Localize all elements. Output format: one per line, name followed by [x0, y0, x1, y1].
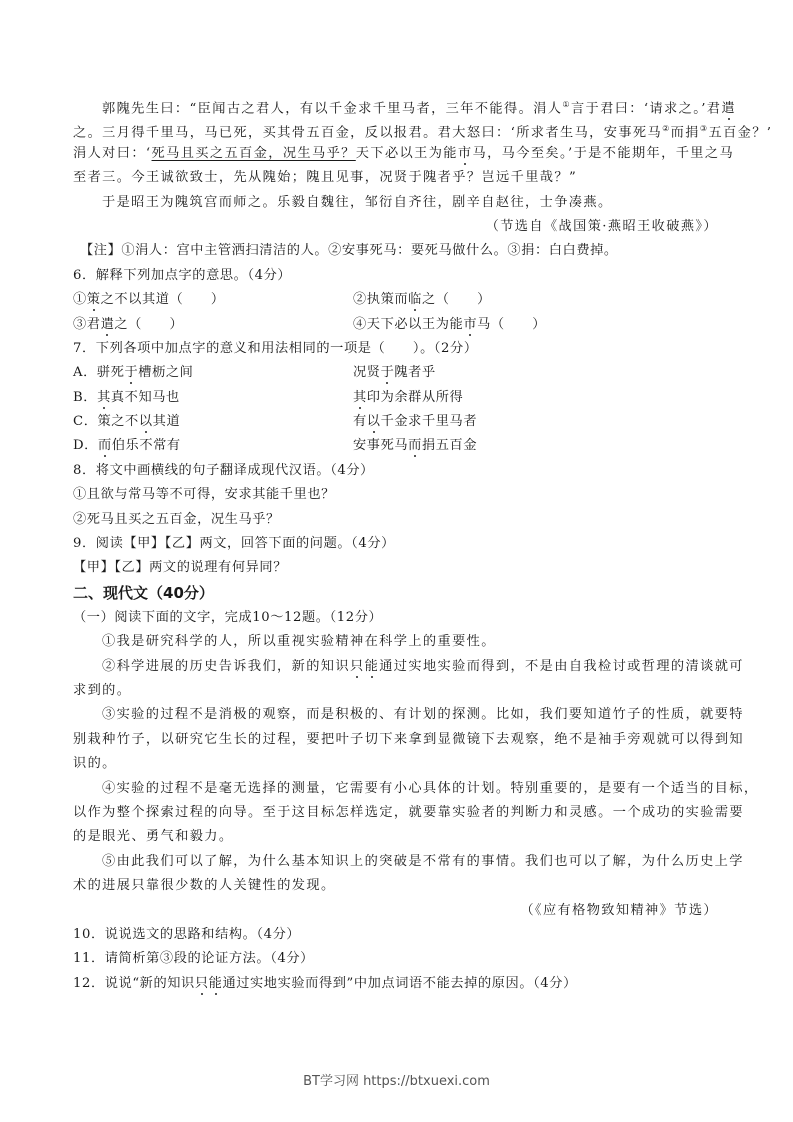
modern-para-4-line-1: ④实验的过程不是毫无选择的测量，它需要有小心具体的计划。特别重要的，是要有一个适当的目标， — [102, 780, 759, 796]
q8-item-2: ②死马且买之五百金，况生马乎？ — [73, 511, 280, 527]
section-2-subheading: （一）阅读下面的文字，完成10～12题。（12分） — [73, 609, 383, 625]
q6-item-4: ④天下必以王为能市马（ ） — [353, 316, 547, 332]
q6-item-3: ③君遣之（ ） — [73, 316, 184, 332]
passage-line-2: 之。三月得千里马，马已死，买其骨五百金，反以报君。君大怒曰：‘所求者生马，安事死马②而捐③五百金？’ — [73, 124, 773, 141]
q8-item-1: ①且欲与常马等不可得，安求其能千里也？ — [73, 487, 335, 503]
q7-option-c: C．策之不以其道 有以千金求千里马者 — [73, 414, 478, 430]
passage-citation: （节选自《战国策·燕昭王收破燕》） — [485, 218, 718, 234]
modern-para-4-line-2: 以作为整个探索过程的向导。至于这目标怎样选定，就要靠实验者的判断力和灵感。一个成功的实验需要 — [73, 804, 745, 820]
q12: 12．说说“新的知识只能通过实地实验而得到”中加点词语不能去掉的原因。（4分） — [73, 975, 577, 991]
modern-para-1: ①我是研究科学的人，所以重视实验精神在科学上的重要性。 — [102, 634, 496, 650]
underlined-sentence: 死马且买之五百金，况生马乎？ — [151, 145, 356, 161]
modern-para-5-line-2: 术的进展只靠很少数的人关键性的发现。 — [73, 878, 336, 894]
modern-para-3-line-2: 别栽种竹子，以研究它生长的过程，要把叶子切下来拿到显微镜下去观察，绝不是袖手旁观就可以得到知 — [73, 731, 745, 747]
passage-line-5: 于是昭王为隗筑宫而师之。乐毅自魏往，邹衍自齐往，剧辛自赵往，士争凑燕。 — [102, 194, 613, 210]
modern-para-2-line-1: ②科学进展的历史告诉我们，新的知识只能通过实地实验而得到，不是由自我检讨或哲理的清谈就可 — [102, 658, 744, 674]
q6-item-1: ①策之不以其道（ ） — [73, 292, 225, 308]
q7-title: 7．下列各项中加点字的意义和用法相同的一项是（ ）。（2分） — [73, 340, 478, 356]
passage-line-1: 郭隗先生曰：“臣闻古之君人，有以千金求千里马者，三年不能得。涓人①言于君曰：‘请求之。’君遣 — [102, 100, 736, 117]
watermark-footer: BT学习网 https://btxuexi.com — [303, 1074, 490, 1089]
q6-title: 6．解释下列加点字的意思。（4分） — [73, 267, 292, 283]
q11: 11．请简析第③段的论证方法。（4分） — [73, 951, 314, 967]
passage-line-4: 至者三。今王诚欲致士，先从隗始；隗且见事，况贤于隗者乎？岂远千里哉？” — [73, 170, 578, 186]
exam-page — [73, 93, 773, 996]
q10: 10．说说选文的思路和结构。（4分） — [73, 926, 301, 942]
modern-para-3-line-3: 识的。 — [73, 756, 117, 772]
q6-row-2 — [73, 313, 718, 337]
modern-para-5-line-1: ⑤由此我们可以了解，为什么基本知识上的突破是不常有的事情。我们也可以了解，为什么历史上学 — [102, 853, 744, 869]
q7-option-a: A．骈死于槽枥之间 况贤于隗者乎 — [73, 365, 436, 381]
q8-title: 8．将文中画横线的句子翻译成现代汉语。（4分） — [73, 462, 374, 478]
modern-para-3-line-1: ③实验的过程不是消极的观察，而是积极的、有计划的探测。比如，我们要知道竹子的性质，就要特 — [102, 707, 744, 723]
q9-body: 【甲】【乙】两文的说理有何异同？ — [73, 560, 287, 576]
modern-para-4-line-3: 的是眼光、勇气和毅力。 — [73, 829, 234, 845]
q6-item-2: ②执策而临之（ ） — [353, 292, 491, 308]
q7-option-d: D．而伯乐不常有 安事死马而捐五百金 — [73, 438, 478, 454]
passage-line-3: 涓人对曰：‘死马且买之五百金，况生马乎？天下必以王为能市马，马今至矣。’于是不能期年，千里之马 — [73, 145, 735, 161]
passage-note: 【注】①涓人：宫中主管洒扫清洁的人。②安事死马：要死马做什么。③捐：白白费掉。 — [80, 243, 618, 259]
q7-option-b: B．其真不知马也 其印为余群从所得 — [73, 389, 464, 405]
q6-row-1 — [73, 288, 718, 312]
modern-citation: （《应有格物致知精神》节选） — [520, 902, 718, 918]
section-2-heading: 二、现代文（40分） — [73, 583, 214, 602]
modern-para-2-line-2: 求到的。 — [73, 682, 132, 698]
q9-title: 9．阅读【甲】【乙】两文，回答下面的问题。（4分） — [73, 536, 395, 552]
